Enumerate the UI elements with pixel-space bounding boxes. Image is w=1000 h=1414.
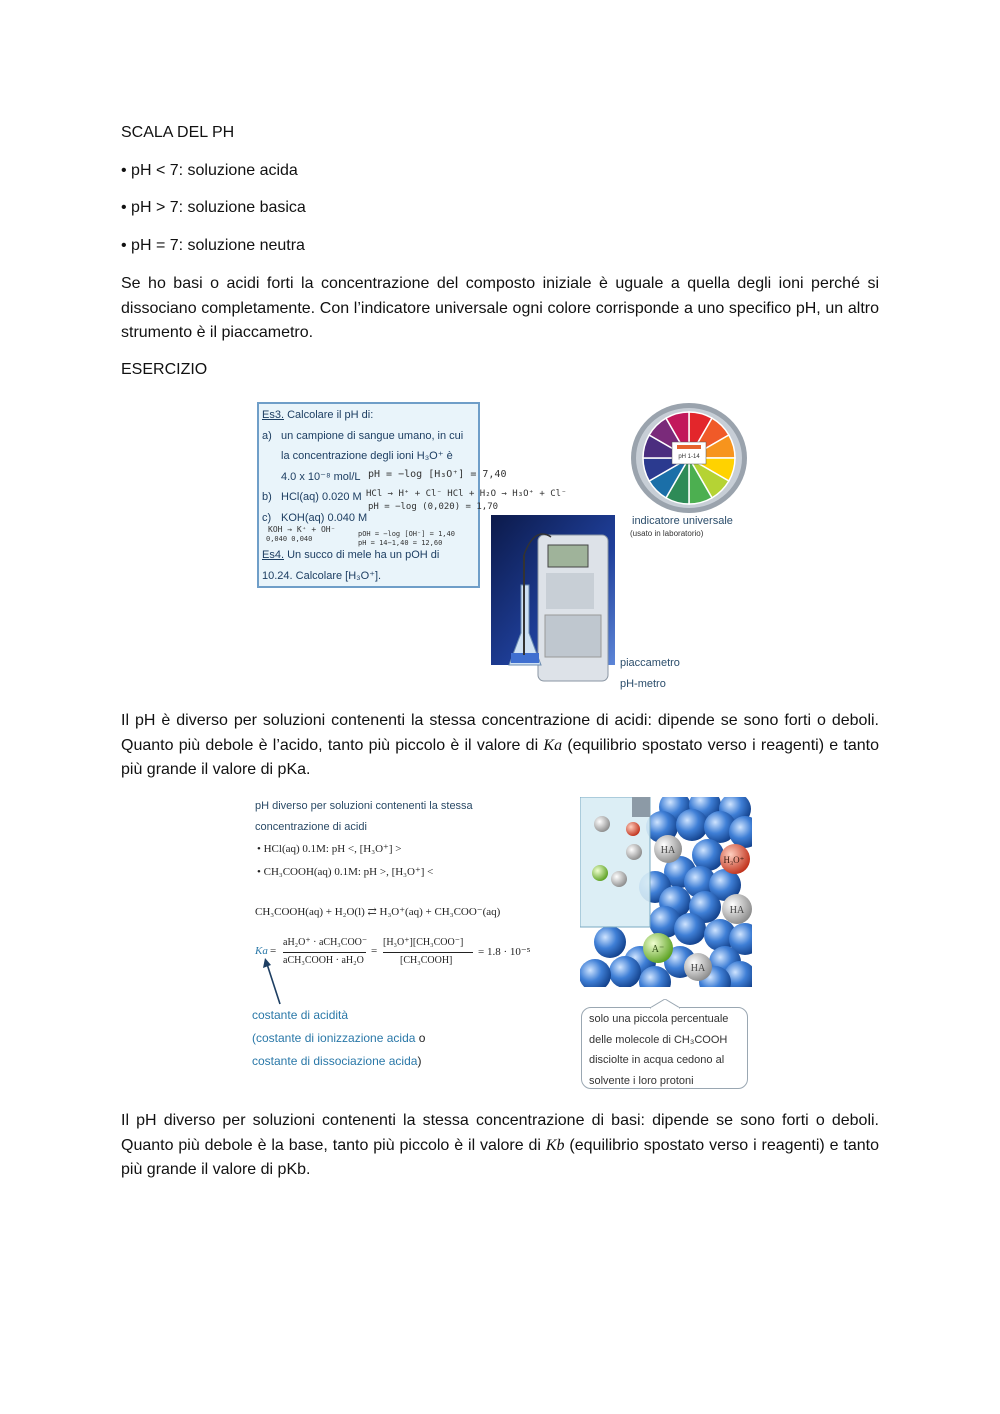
indicator-strip-label: pH 1-14 bbox=[678, 454, 700, 460]
handwritten-note-b2: pH = −log (0,020) = 1,70 bbox=[368, 502, 499, 512]
const-dissociation: costante di dissociazione acida) bbox=[252, 1054, 422, 1068]
bullet-acidic: • pH < 7: soluzione acida bbox=[121, 162, 298, 179]
molecule-h3o: H₃O⁺ bbox=[723, 855, 745, 865]
item-a-line3: 4.0 x 10⁻⁸ mol/L bbox=[281, 471, 361, 483]
fig2-title-line2: concentrazione di acidi bbox=[255, 821, 367, 833]
water-molecule bbox=[676, 809, 708, 841]
molecule-ha-2: HA bbox=[729, 905, 745, 916]
item-a-line1: un campione di sangue umano, in cui bbox=[281, 430, 464, 442]
molecule-ha-1: HA bbox=[660, 845, 676, 856]
ph-meter-photo bbox=[491, 515, 615, 689]
meter-caption-1: piaccametro bbox=[620, 657, 680, 669]
section-heading-exercise: ESERCIZIO bbox=[121, 361, 208, 378]
molecule-a: A⁻ bbox=[651, 944, 665, 955]
ka-symbol: Ka bbox=[543, 736, 563, 754]
ka-activity-denominator: aCH₃COOH · aH₂O bbox=[283, 955, 364, 966]
water-molecule bbox=[609, 956, 641, 987]
item-a-line2: la concentrazione degli ioni H₃O⁺ è bbox=[281, 450, 453, 462]
const-ionization: (costante di ionizzazione acida o bbox=[252, 1031, 426, 1045]
callout-line2: delle molecole di CH₃COOH bbox=[589, 1034, 728, 1046]
universal-indicator-wheel-illustration bbox=[628, 400, 750, 516]
es4-line2: 10.24. Calcolare [H₃O⁺]. bbox=[262, 570, 382, 582]
water-molecule bbox=[594, 926, 626, 958]
indicator-caption: indicatore universale bbox=[632, 515, 733, 527]
callout-line4: solvente i loro protoni bbox=[589, 1075, 694, 1087]
paragraph-base-strength: Il pH diverso per soluzioni contenenti la stessa concentrazione di basi: dipende se sono forti o deboli. Quanto più debole è la base, tanto più piccolo è il valore di Kb (equilibrio spostato verso i reagenti) e tanto più grande il valore di pKb. bbox=[121, 1112, 879, 1178]
equals-sign-1: = bbox=[270, 945, 277, 957]
item-c-label: c) bbox=[262, 512, 272, 524]
section-heading-ph-scale: SCALA DEL PH bbox=[121, 124, 235, 141]
ka-conc-denominator: [CH₃COOH] bbox=[400, 955, 453, 966]
item-b-text: HCl(aq) 0.020 M bbox=[281, 491, 362, 503]
fig2-equilibrium-equation: CH₃COOH(aq) + H₂O(l) ⇄ H₃O⁺(aq) + CH₃COO⁻(aq) bbox=[255, 906, 501, 918]
es3-title: Es3. Calcolare il pH di: bbox=[262, 409, 374, 421]
ka-label: Ka bbox=[255, 945, 268, 957]
ka-activity-numerator: aH₂O⁺ · aCH₃COO⁻ bbox=[283, 937, 368, 948]
equals-sign-2: = bbox=[371, 945, 378, 957]
water-molecule bbox=[674, 913, 706, 945]
bullet-basic: • pH > 7: soluzione basica bbox=[121, 199, 306, 216]
fig2-title-line1: pH diverso per soluzioni contenenti la stessa bbox=[255, 800, 473, 812]
handwritten-note-c2: 0,040 0,040 bbox=[266, 535, 313, 543]
water-molecule bbox=[692, 839, 724, 871]
ka-conc-numerator: [H₃O⁺][CH₃COO⁻] bbox=[383, 937, 464, 948]
item-c-text: KOH(aq) 0.040 M bbox=[281, 512, 368, 524]
handwritten-note-a: pH = −log [H₃O⁺] = 7,40 bbox=[368, 469, 507, 480]
kb-symbol: Kb bbox=[545, 1136, 565, 1154]
const-acidity: costante di acidità bbox=[252, 1008, 349, 1022]
fraction-bar-2 bbox=[383, 952, 473, 953]
handwritten-note-c1: KOH → K⁺ + OH⁻ bbox=[268, 525, 336, 534]
fraction-bar-1 bbox=[283, 952, 366, 953]
paragraph-strong-acids: Se ho basi o acidi forti la concentrazione del composto iniziale è uguale a quella degli ioni perché si dissociano completamente. Con l’indicatore universale ogni colore corrisponde a uno specifico pH, un altro strumento è il piaccametro. bbox=[121, 275, 879, 341]
handwritten-note-c3: pOH = −log [OH⁻] = 1,40 bbox=[358, 530, 455, 538]
meter-caption-2: pH-metro bbox=[620, 678, 666, 690]
es4-title: Es4. Un succo di mele ha un pOH di bbox=[262, 549, 440, 561]
handwritten-note-c4: pH = 14−1,40 = 12,60 bbox=[358, 539, 443, 547]
handwritten-note-b1: HCl → H⁺ + Cl⁻ HCl + H₂O → H₃O⁺ + Cl⁻ bbox=[366, 489, 567, 499]
molecule-ha-3: HA bbox=[690, 963, 706, 974]
item-a-label: a) bbox=[262, 430, 272, 442]
ka-value: = 1.8 · 10⁻⁵ bbox=[478, 946, 531, 958]
item-b-label: b) bbox=[262, 491, 272, 503]
bullet-neutral: • pH = 7: soluzione neutra bbox=[121, 237, 305, 254]
callout-pointer bbox=[650, 999, 680, 1009]
arrow-pointer-icon bbox=[262, 958, 286, 1006]
callout-line1: solo una piccola percentuale bbox=[589, 1013, 729, 1025]
paragraph-acid-strength: Il pH è diverso per soluzioni contenenti la stessa concentrazione di acidi: dipende se sono forti o deboli. Quanto più debole è l’acido, tanto più piccolo è il valore di Ka (equilibrio spostato verso i reagenti) e tanto più grande il valore di pKa. bbox=[121, 712, 880, 778]
fig2-hcl-line: • HCl(aq) 0.1M: pH <, [H₃O⁺] > bbox=[257, 843, 402, 855]
callout-line3: disciolte in acqua cedono al bbox=[589, 1054, 725, 1066]
molecular-illustration bbox=[580, 797, 752, 987]
indicator-note: (usato in laboratorio) bbox=[630, 529, 704, 538]
fig2-ch3cooh-line: • CH₃COOH(aq) 0.1M: pH >, [H₃O⁺] < bbox=[257, 866, 434, 878]
